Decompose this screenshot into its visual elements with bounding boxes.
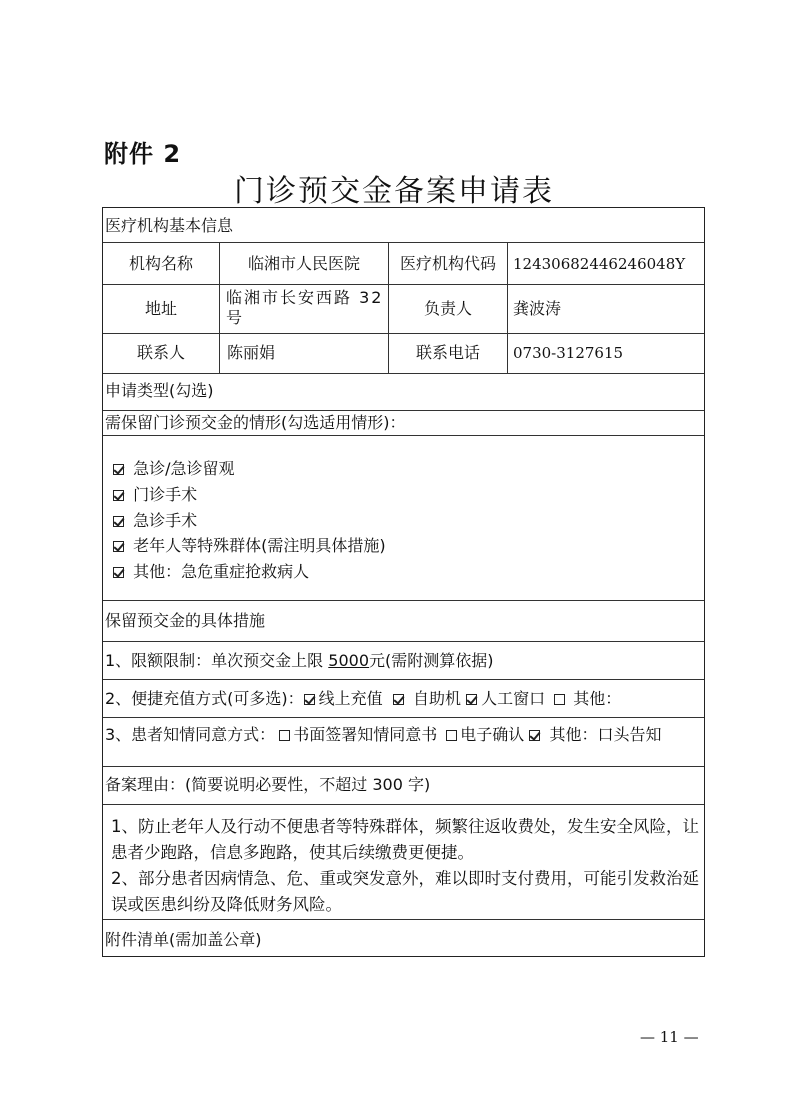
limit-prefix: 1、限额限制：单次预交金上限 — [105, 651, 329, 670]
situation-option[interactable] — [113, 511, 197, 531]
page-number: — 11 — — [640, 1028, 699, 1046]
contact-person-label: 联系人 — [136, 343, 185, 362]
checkbox-checked-icon[interactable] — [393, 694, 404, 705]
checkbox-unchecked-icon[interactable] — [446, 730, 457, 741]
attachment-label: 附件 2 — [104, 140, 182, 168]
basic-info-section-title: 医疗机构基本信息 — [105, 216, 234, 235]
institution-code-label: 医疗机构代码 — [399, 254, 496, 273]
situation-label: 其他：急危重症抢救病人 — [133, 562, 310, 581]
contact-phone-value: 0730-3127615 — [513, 344, 624, 362]
situations-label: 需保留门诊预交金的情形(勾选适用情形)： — [105, 413, 406, 432]
contact-person-value: 陈丽娟 — [227, 343, 276, 362]
situation-label: 门诊手术 — [133, 485, 198, 504]
recharge-option-label: 线上充值 — [318, 689, 383, 708]
limit-measure — [105, 651, 494, 671]
reason-paragraph: 1、防止老年人及行动不便患者等特殊群体，频繁往返收费处，发生安全风险，让患者少跑路，信息多跑路，使其后续缴费更便捷。 — [111, 817, 699, 862]
attachments-label: 附件清单(需加盖公章) — [105, 930, 262, 949]
situation-label: 老年人等特殊群体(需注明具体措施) — [133, 536, 386, 555]
institution-code-value: 12430682446246048Y — [513, 255, 686, 273]
checkbox-checked-icon[interactable] — [113, 567, 124, 578]
situation-option[interactable] — [113, 536, 386, 556]
consent-option-label: 书面签署知情同意书 — [293, 725, 438, 744]
situation-option[interactable] — [113, 562, 309, 582]
recharge-prefix: 2、便捷充值方式(可多选)： — [105, 689, 304, 708]
limit-suffix: 元(需附测算依据) — [369, 651, 494, 670]
institution-name-value: 临湘市人民医院 — [247, 254, 360, 273]
checkbox-unchecked-icon[interactable] — [554, 694, 565, 705]
situation-label: 急诊手术 — [133, 511, 198, 530]
checkbox-checked-icon[interactable] — [113, 541, 124, 552]
situation-option[interactable] — [113, 459, 235, 479]
consent-option-label: 电子确认 — [460, 725, 525, 744]
checkbox-checked-icon[interactable] — [466, 694, 477, 705]
page-title: 门诊预交金备案申请表 — [234, 174, 554, 209]
situation-option[interactable] — [113, 485, 197, 505]
checkbox-checked-icon[interactable] — [304, 694, 315, 705]
reason-paragraph: 2、部分患者因病情急、危、重或突发意外，难以即时支付费用，可能引发救治延误或医患纠纷及降低财务风险。 — [111, 869, 699, 914]
recharge-measure — [105, 689, 621, 709]
address-value: 临湘市长安西路 32号 — [226, 288, 384, 327]
director-value: 龚波涛 — [513, 299, 562, 318]
measures-title: 保留预交金的具体措施 — [105, 611, 266, 630]
consent-prefix: 3、患者知情同意方式： — [105, 725, 276, 744]
consent-measure — [105, 724, 703, 746]
checkbox-checked-icon[interactable] — [113, 490, 124, 501]
director-label: 负责人 — [423, 299, 472, 318]
checkbox-checked-icon[interactable] — [529, 730, 540, 741]
recharge-option-label: 人工窗口 — [481, 689, 546, 708]
recharge-option-label: 其他： — [573, 689, 622, 708]
address-label: 地址 — [144, 299, 177, 318]
checkbox-checked-icon[interactable] — [113, 464, 124, 475]
contact-phone-label: 联系电话 — [415, 343, 480, 362]
application-type-label: 申请类型(勾选) — [105, 381, 214, 400]
checkbox-unchecked-icon[interactable] — [279, 730, 290, 741]
consent-option-label: 其他：口头告知 — [549, 725, 662, 744]
reason-label: 备案理由：(简要说明必要性，不超过 300 字) — [105, 775, 431, 794]
application-form-table — [102, 207, 705, 957]
limit-amount: 5000 — [328, 651, 369, 670]
institution-name-label: 机构名称 — [128, 254, 193, 273]
checkbox-checked-icon[interactable] — [113, 516, 124, 527]
recharge-option-label: 自助机 — [412, 689, 461, 708]
situation-label: 急诊/急诊留观 — [133, 459, 235, 478]
